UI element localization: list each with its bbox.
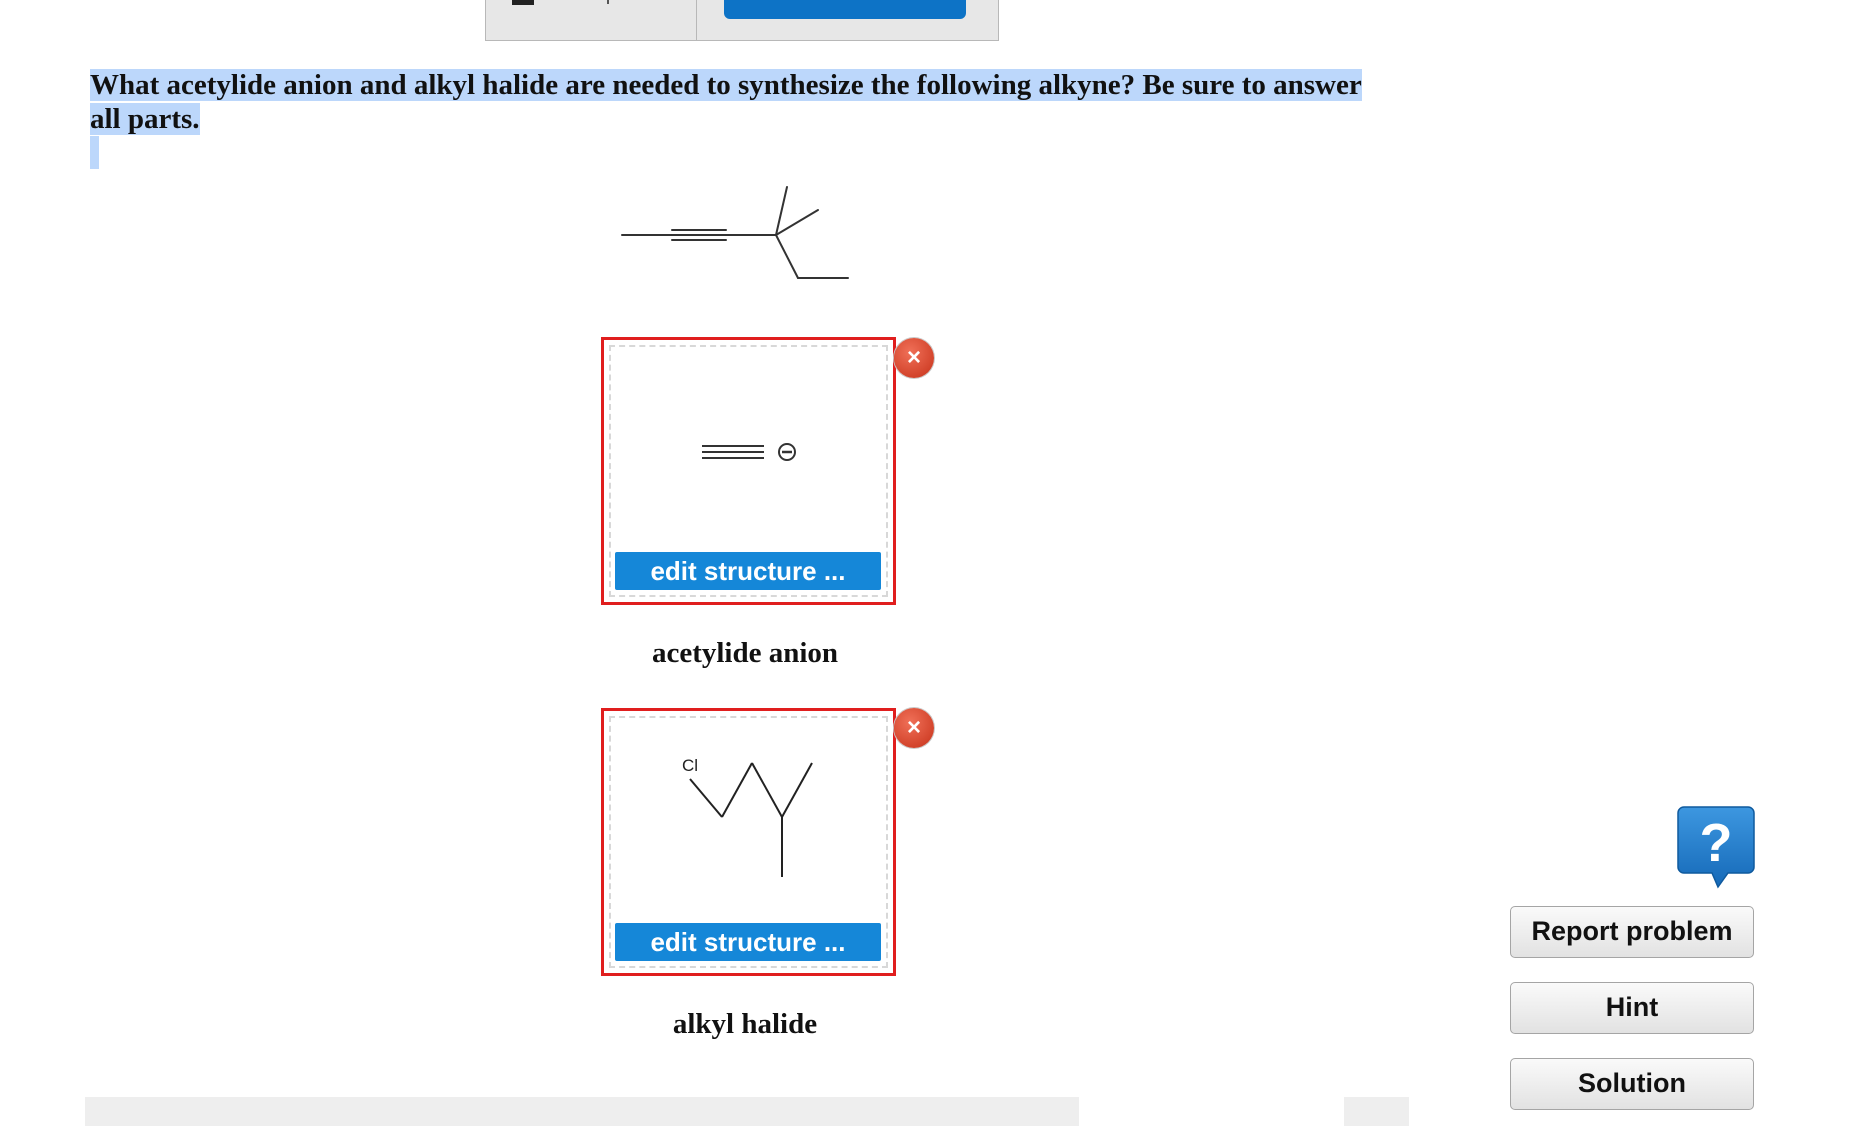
acetylide-anion-answer-box[interactable] — [601, 337, 896, 605]
alkyl-halide-answer-box[interactable] — [601, 708, 896, 976]
question-prompt — [90, 68, 1390, 136]
top-toolbar — [485, 0, 999, 41]
chlorine-atom-label: Cl — [682, 756, 699, 775]
remove-alkyl-halide-button[interactable] — [894, 708, 934, 748]
bottom-panel — [85, 1097, 1079, 1126]
hint-button[interactable]: Hint — [1510, 982, 1754, 1034]
help-glyph: ? — [1699, 813, 1733, 873]
toolbar-tick-icon — [607, 0, 609, 4]
alkyl-halide-caption: alkyl halide — [672, 1008, 818, 1040]
close-icon: × — [906, 714, 921, 741]
remove-acetylide-anion-button[interactable] — [894, 338, 934, 378]
bottom-panel-secondary — [1344, 1097, 1409, 1126]
acetylide-anion-caption: acetylide anion — [651, 637, 839, 669]
selection-caret — [90, 136, 99, 169]
edit-structure-button[interactable]: edit structure ... — [615, 552, 881, 590]
toolbar-left-segment[interactable] — [486, 0, 697, 40]
report-problem-button[interactable]: Report problem — [1510, 906, 1754, 958]
solution-button[interactable]: Solution — [1510, 1058, 1754, 1110]
toolbar-primary-button[interactable] — [724, 0, 966, 19]
edit-structure-button[interactable]: edit structure ... — [615, 923, 881, 961]
target-alkyne-structure — [612, 178, 852, 288]
help-question-icon[interactable] — [1676, 805, 1756, 889]
question-text: What acetylide anion and alkyl halide are needed to synthesize the following alkyne? Be sure to answer all parts. — [90, 69, 1362, 135]
close-icon: × — [906, 344, 921, 371]
toolbar-mark-icon — [512, 0, 534, 5]
